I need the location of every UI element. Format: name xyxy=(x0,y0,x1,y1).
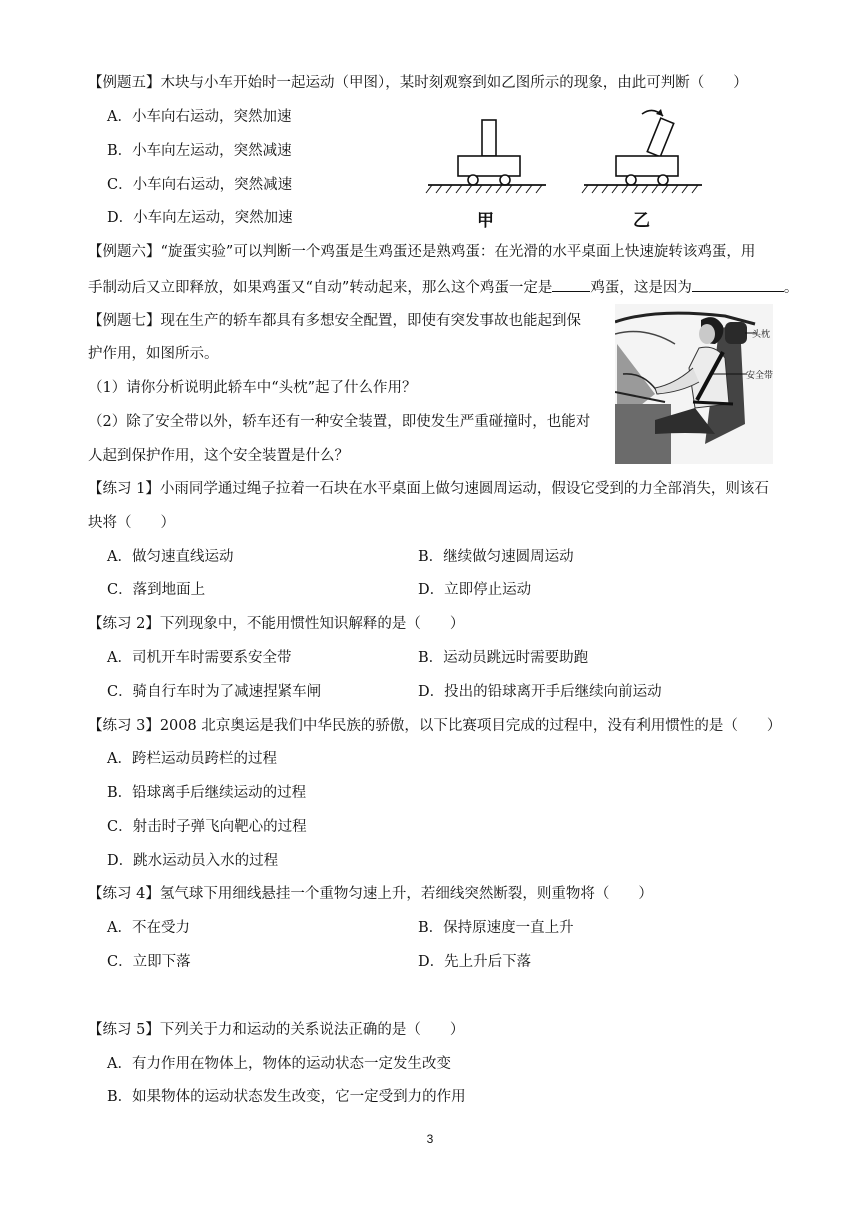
example-5-option-a: A．小车向右运动，突然加速 xyxy=(107,109,292,125)
example-6-text-a: 手制动后又立即释放，如果鸡蛋又“自动”转动起来，那么这个鸡蛋一定是 xyxy=(88,280,553,296)
figure-label-jia: 甲 xyxy=(477,211,494,231)
example-6-line-2 xyxy=(88,276,798,298)
practice-2-option-b: B．运动员跳远时需要助跑 xyxy=(418,650,589,666)
example-5-option-b: B．小车向左运动，突然减速 xyxy=(107,143,292,159)
practice-3-option-c: C．射击时子弹飞向靶心的过程 xyxy=(107,819,307,835)
example-5-option-d: D．小车向左运动，突然加速 xyxy=(107,210,293,226)
practice-2-option-a: A．司机开车时需要系安全带 xyxy=(107,650,292,666)
practice-1-line-2: 块将（ ） xyxy=(88,515,175,531)
example-6-text-b: 鸡蛋，这是因为 xyxy=(590,280,692,296)
example-6-text-c: 。 xyxy=(783,280,799,296)
page-number: 3 xyxy=(426,1132,434,1146)
cart-figure-yi xyxy=(582,109,702,231)
practice-3-stem: 【练习 3】2008 北京奥运是我们中华民族的骄傲，以下比赛项目完成的过程中，没有利用惯性的是（ ） xyxy=(88,718,782,734)
practice-2-option-d: D．投出的铅球离开手后继续向前运动 xyxy=(418,684,662,700)
practice-1-line-1: 【练习 1】小雨同学通过绳子拉着一石块在水平桌面上做匀速圆周运动，假设它受到的力全部消失，则该石 xyxy=(88,481,769,497)
cart-figure-jia xyxy=(426,120,546,231)
practice-5-option-a: A．有力作用在物体上，物体的运动状态一定发生改变 xyxy=(107,1056,451,1072)
practice-4-option-c: C．立即下落 xyxy=(107,954,191,970)
practice-4-option-d: D．先上升后下落 xyxy=(418,954,532,970)
practice-4-option-b: B．保持原速度一直上升 xyxy=(418,920,574,936)
practice-5-option-b: B．如果物体的运动状态发生改变，它一定受到力的作用 xyxy=(107,1089,466,1105)
practice-2-stem: 【练习 2】下列现象中，不能用惯性知识解释的是（ ） xyxy=(88,616,465,632)
example-7-question-2a: （2）除了安全带以外，轿车还有一种安全装置，即使发生严重碰撞时，也能对 xyxy=(88,414,591,430)
cart-block-figure xyxy=(420,100,710,240)
practice-1-option-c: C．落到地面上 xyxy=(107,582,206,598)
example-5-stem: 【例题五】木块与小车开始时一起运动（甲图），某时刻观察到如乙图所示的现象，由此可判断（ ） xyxy=(88,75,748,91)
answer-blank-egg-type[interactable] xyxy=(552,276,590,292)
label-headrest: 头枕 xyxy=(752,330,771,340)
figure-label-yi: 乙 xyxy=(633,211,650,231)
headrest-shape xyxy=(725,322,747,344)
answer-blank-reason[interactable] xyxy=(692,276,784,292)
practice-3-option-b: B．铅球离手后继续运动的过程 xyxy=(107,785,307,801)
practice-1-option-b: B．继续做匀速圆周运动 xyxy=(418,549,574,565)
practice-5-stem: 【练习 5】下列关于力和运动的关系说法正确的是（ ） xyxy=(88,1022,465,1038)
practice-3-option-a: A．跨栏运动员跨栏的过程 xyxy=(107,751,277,767)
practice-1-option-d: D．立即停止运动 xyxy=(418,582,532,598)
practice-4-option-a: A．不在受力 xyxy=(107,920,190,936)
example-6-line-1: 【例题六】“旋蛋实验”可以判断一个鸡蛋是生鸡蛋还是熟鸡蛋：在光滑的水平桌面上快速旋转该鸡蛋，用 xyxy=(88,244,756,260)
example-7-line-1: 【例题七】现在生产的轿车都具有多想安全配置，即使有突发事故也能起到保 xyxy=(88,313,581,329)
practice-3-option-d: D．跳水运动员入水的过程 xyxy=(107,853,279,869)
example-5-option-c: C．小车向右运动，突然减速 xyxy=(107,177,293,193)
practice-1-option-a: A．做匀速直线运动 xyxy=(107,549,234,565)
practice-2-option-c: C．骑自行车时为了减速捏紧车闸 xyxy=(107,684,322,700)
label-seatbelt: 安全带 xyxy=(746,371,773,381)
example-7-question-1: （1）请你分析说明此轿车中“头枕”起了什么作用？ xyxy=(88,380,417,396)
example-7-line-2: 护作用，如图所示。 xyxy=(88,346,219,362)
practice-4-stem: 【练习 4】氢气球下用细线悬挂一个重物匀速上升，若细线突然断裂，则重物将（ ） xyxy=(88,886,653,902)
car-safety-figure xyxy=(615,304,773,464)
example-7-question-2b: 人起到保护作用，这个安全装置是什么？ xyxy=(88,448,349,464)
